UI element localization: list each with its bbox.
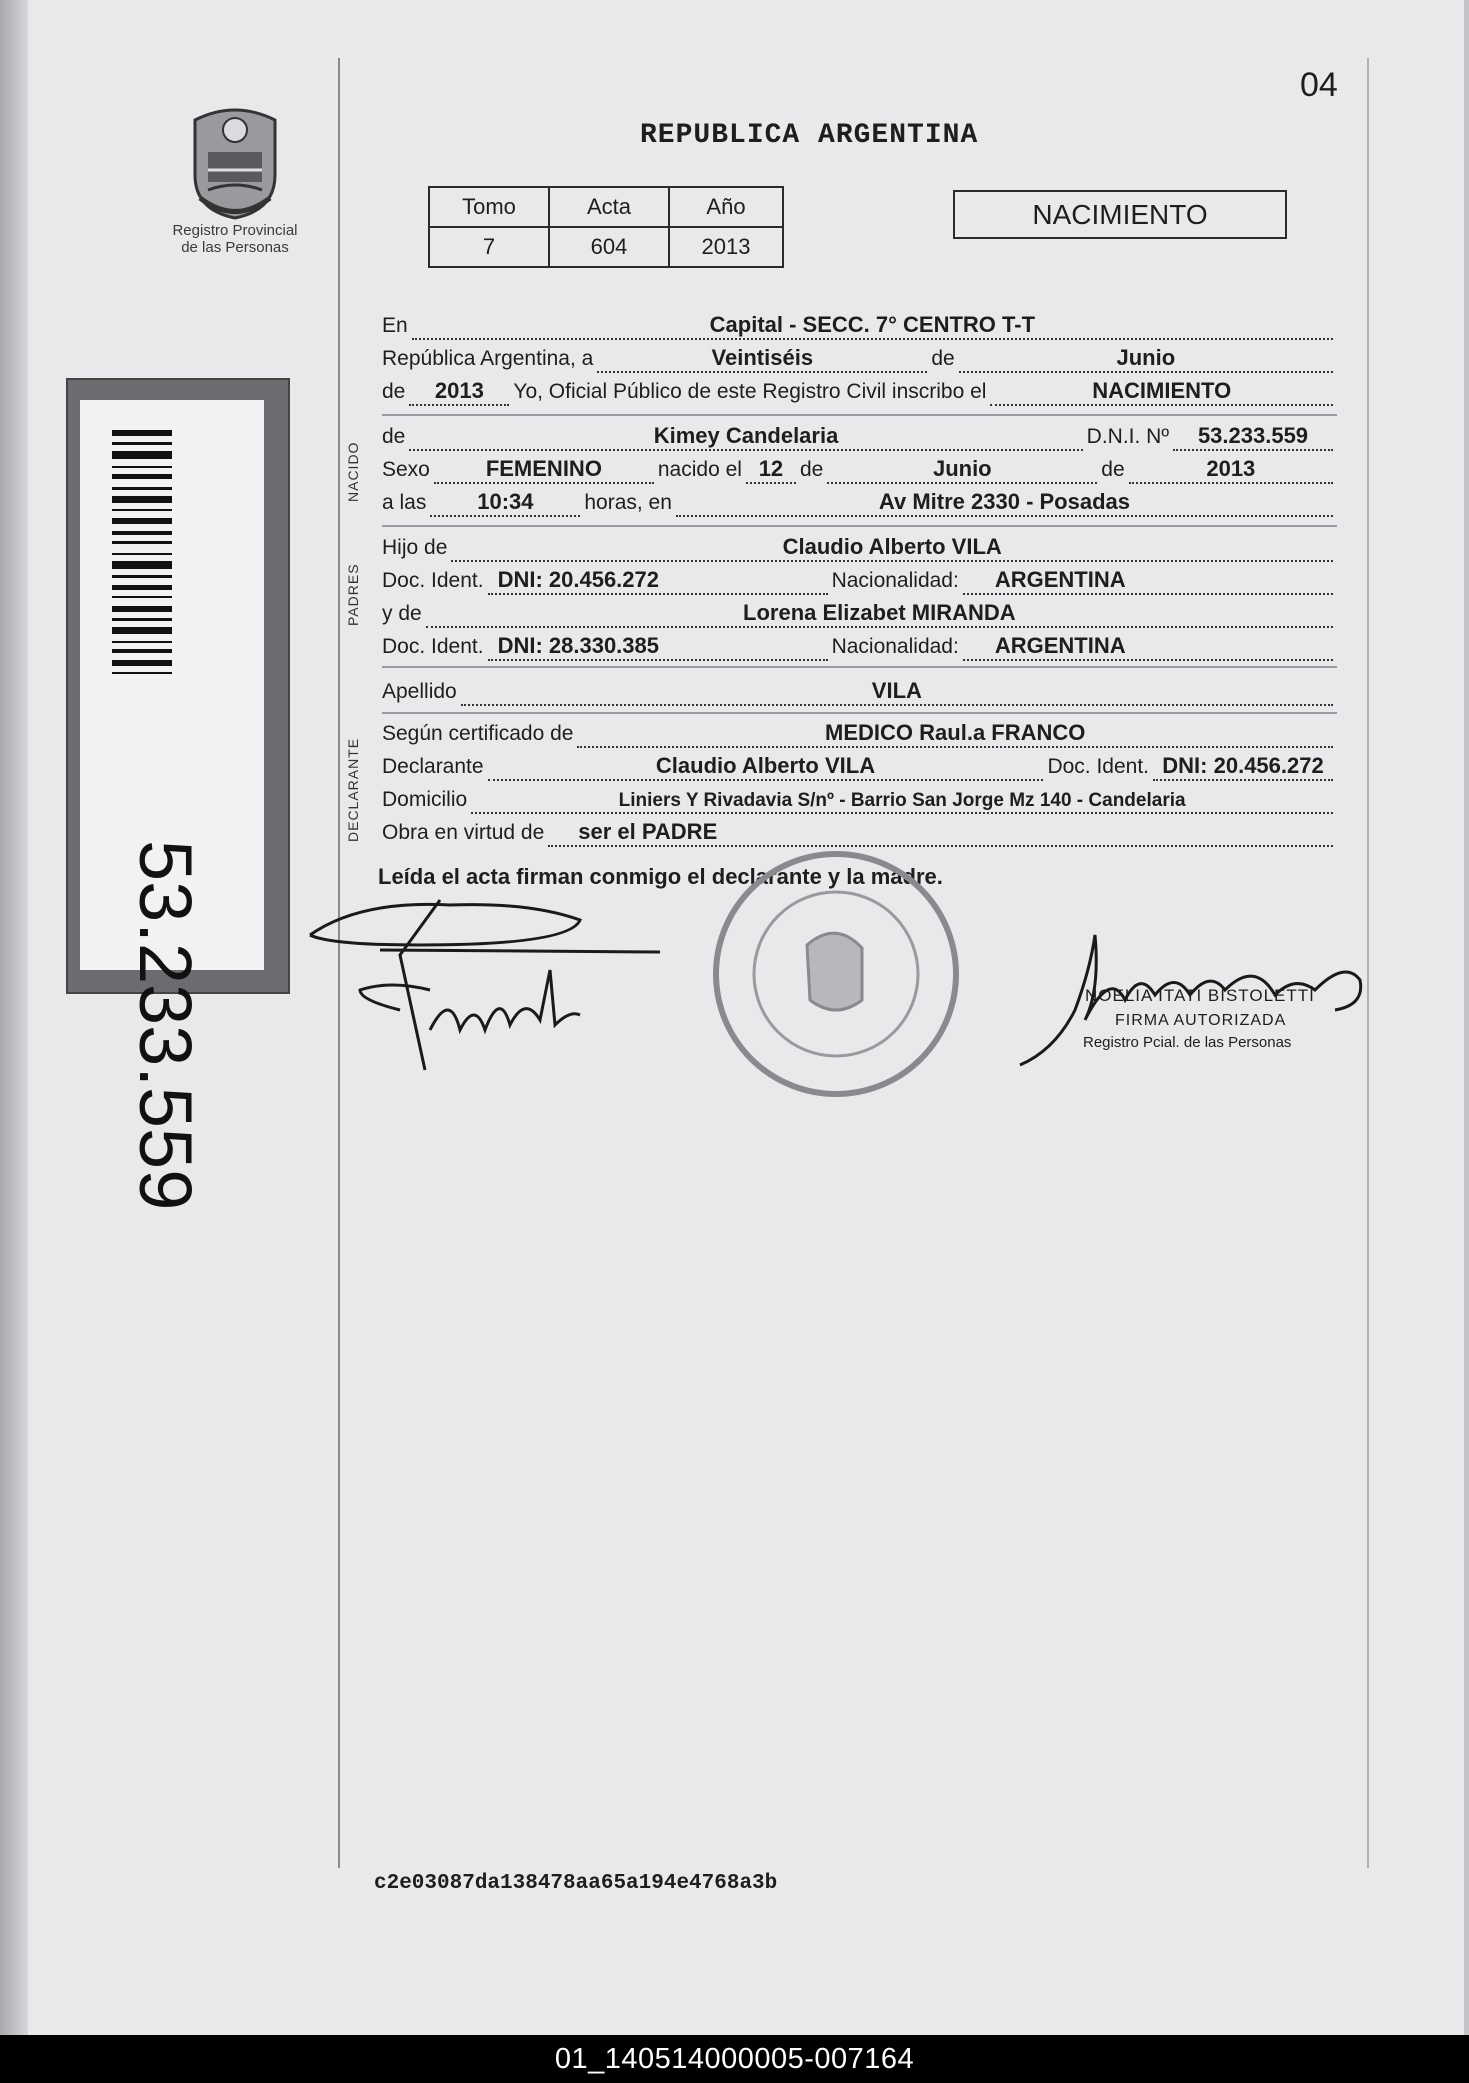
label-declarante: Declarante <box>382 755 484 778</box>
row-doc-father <box>382 565 1337 595</box>
divider-2 <box>382 525 1337 527</box>
crest-emblem-icon <box>180 100 290 222</box>
row-republica <box>382 343 1337 373</box>
row-hora <box>382 487 1337 517</box>
tomo-value: 7 <box>429 227 549 267</box>
divider-1 <box>382 414 1337 416</box>
label-inscribo: Yo, Oficial Público de este Registro Civil inscribo el <box>513 380 987 403</box>
label-nacido-el: nacido el <box>657 458 742 481</box>
value-address: Liniers Y Rivadavia S/nº - Barrio San Jorge Mz 140 - Candelaria <box>618 790 1186 811</box>
value-father-dni: DNI: 20.456.272 <box>497 567 659 592</box>
label-a-las: a las <box>382 491 427 514</box>
row-en <box>382 310 1337 340</box>
declarant-signature-icon <box>300 890 670 1080</box>
value-declarant-name: Claudio Alberto VILA <box>655 753 876 778</box>
label-domicilio: Domicilio <box>382 788 468 811</box>
crest-caption-2: de las Personas <box>181 239 289 256</box>
value-month: Junio <box>1116 345 1176 370</box>
authority-name: NOELIA ITATI BISTOLETTI <box>1085 986 1315 1005</box>
label-horas-en: horas, en <box>584 491 672 514</box>
row-sexo <box>382 454 1337 484</box>
record-reference-table <box>428 186 784 268</box>
label-hijo-de: Hijo de <box>382 536 448 559</box>
closing-statement: Leída el acta firman conmigo el declarante y la madre. <box>378 864 943 889</box>
value-act-type: NACIMIENTO <box>1092 378 1232 403</box>
label-de-birth-month: de <box>799 458 824 481</box>
value-mother-dni: DNI: 28.330.385 <box>497 633 659 658</box>
side-label-nacido: NACIDO <box>345 441 361 502</box>
row-doc-mother <box>382 631 1337 661</box>
value-certificate: MEDICO Raul.a FRANCO <box>825 720 1086 745</box>
label-de-month: de <box>931 347 955 370</box>
label-republica: República Argentina, a <box>382 347 594 370</box>
record-type-box: NACIMIENTO <box>953 190 1287 239</box>
page-edge-shadow <box>0 0 28 2035</box>
row-obra <box>382 817 1337 847</box>
barcode-sticker <box>66 378 290 1211</box>
value-father-name: Claudio Alberto VILA <box>782 534 1002 559</box>
label-obra: Obra en virtud de <box>382 821 545 844</box>
page-number: 04 <box>1300 66 1338 104</box>
value-capacity: ser el PADRE <box>578 819 718 844</box>
label-doc-father: Doc. Ident. <box>382 569 484 592</box>
crest-caption-1: Registro Provincial <box>172 222 298 239</box>
value-sexo: FEMENINO <box>485 456 602 481</box>
side-label-declarante: DECLARANTE <box>345 737 361 842</box>
label-de-birth-year: de <box>1101 458 1125 481</box>
value-year: 2013 <box>434 378 484 403</box>
value-hour: 10:34 <box>477 489 534 514</box>
row-apellido <box>382 676 1337 706</box>
row-name <box>382 421 1337 451</box>
province-crest <box>150 100 320 280</box>
anio-value: 2013 <box>669 227 783 267</box>
side-label-padres: PADRES <box>345 563 361 626</box>
value-day: Veintiséis <box>711 345 814 370</box>
authority-title: FIRMA AUTORIZADA <box>1115 1012 1287 1029</box>
row-certificado <box>382 718 1337 748</box>
value-birth-place: Av Mitre 2330 - Posadas <box>878 489 1130 514</box>
official-seal-icon <box>712 850 960 1098</box>
label-nacionalidad-mother: Nacionalidad: <box>831 635 959 658</box>
footer-document-id: 01_140514000005-007164 <box>554 2042 915 2075</box>
footer-bar <box>0 2035 1469 2083</box>
value-birth-year: 2013 <box>1206 456 1256 481</box>
label-de-name: de <box>382 425 406 448</box>
value-mother-name: Lorena Elizabet MIRANDA <box>743 600 1016 625</box>
row-year <box>382 376 1337 406</box>
label-y-de: y de <box>382 602 422 625</box>
value-surname: VILA <box>871 678 922 703</box>
row-declarante <box>382 751 1337 781</box>
country-heading: REPUBLICA ARGENTINA <box>640 120 979 151</box>
value-child-dni: 53.233.559 <box>1197 423 1309 448</box>
acta-header: Acta <box>549 187 669 227</box>
label-apellido: Apellido <box>382 680 457 703</box>
label-de-year: de <box>382 380 406 403</box>
label-sexo: Sexo <box>382 458 430 481</box>
label-dni: D.N.I. Nº <box>1086 425 1169 448</box>
value-mother-nationality: ARGENTINA <box>994 633 1126 658</box>
row-y-de <box>382 598 1337 628</box>
tomo-header: Tomo <box>429 187 549 227</box>
value-declarant-dni: DNI: 20.456.272 <box>1162 753 1324 778</box>
value-father-nationality: ARGENTINA <box>994 567 1126 592</box>
authority-registry: Registro Pcial. de las Personas <box>1083 1034 1292 1051</box>
label-doc-declarant: Doc. Ident. <box>1047 755 1149 778</box>
value-birth-day: 12 <box>758 456 784 481</box>
row-hijo <box>382 532 1337 562</box>
row-domicilio <box>382 784 1337 814</box>
value-place: Capital - SECC. 7° CENTRO T-T <box>709 312 1036 337</box>
label-nacionalidad-father: Nacionalidad: <box>831 569 959 592</box>
divider-4 <box>382 712 1337 714</box>
acta-value: 604 <box>549 227 669 267</box>
barcode-number: 53.233.559 <box>124 840 207 1211</box>
document-hash: c2e03087da138478aa65a194e4768a3b <box>374 1872 778 1895</box>
value-birth-month: Junio <box>932 456 992 481</box>
anio-header: Año <box>669 187 783 227</box>
label-doc-mother: Doc. Ident. <box>382 635 484 658</box>
value-child-name: Kimey Candelaria <box>653 423 839 448</box>
divider-3 <box>382 666 1337 668</box>
label-en: En <box>382 314 408 337</box>
label-certificado: Según certificado de <box>382 722 574 745</box>
